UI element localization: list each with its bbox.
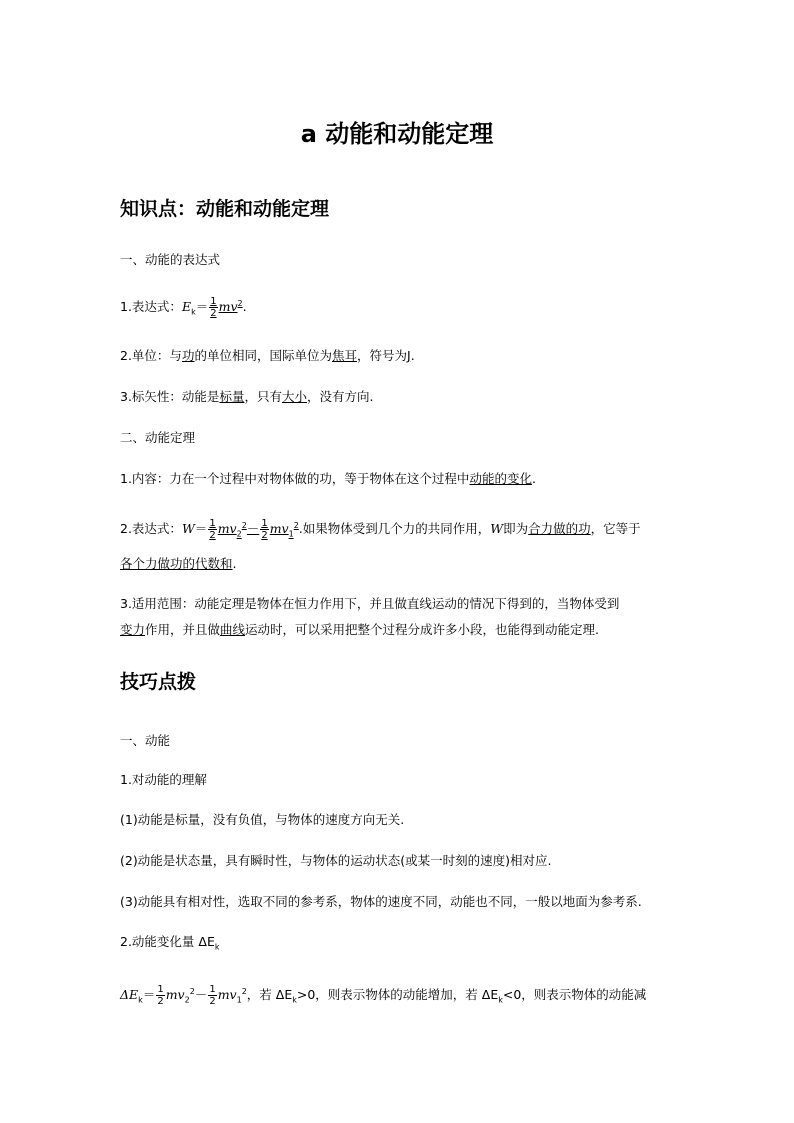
text: 2.动能变化量 ΔE: [120, 934, 215, 949]
fraction-denominator: 2: [210, 308, 217, 320]
text: >0，则表示物体的动能增加，若 ΔE: [296, 987, 499, 1003]
text: ，符号为: [356, 348, 407, 363]
underlined-text: 大小: [281, 389, 307, 404]
formula-sup: 2: [241, 521, 247, 530]
formula-sub: 2: [236, 529, 242, 539]
text: 的单位相同，国际单位为: [194, 348, 332, 363]
tip-part-heading: 一、动能: [120, 733, 171, 748]
item-label: 1.表达式：: [120, 299, 182, 315]
formula-fraction: [260, 518, 268, 541]
section-heading-knowledge: 知识点：动能和动能定理: [120, 198, 330, 220]
text: ，只有: [244, 389, 282, 404]
fraction-denominator: 2: [261, 530, 268, 542]
formula-mv1: mv: [269, 521, 289, 537]
text: ，它等于: [590, 521, 641, 537]
formula-fraction: [156, 984, 164, 1007]
text: 2.单位：与: [120, 348, 182, 363]
fraction-denominator: 2: [157, 996, 164, 1008]
text: 运动时，可以采用把整个过程分成许多小段，也能得到动能定理.: [245, 622, 600, 637]
item-unit: [120, 348, 415, 364]
theorem-scope-line1: 3.适用范围：动能定理是物体在恒力作用下，并且做直线运动的情况下得到的，当物体受到: [120, 596, 620, 611]
formula-eq: ＝: [195, 299, 209, 315]
formula-w: W: [181, 521, 195, 537]
subscript: k: [292, 995, 297, 1005]
tip-item-delta: [120, 934, 220, 956]
subscript: 1: [236, 995, 242, 1005]
fraction-numerator: 1: [209, 518, 216, 530]
fraction-denominator: 2: [209, 530, 216, 542]
underlined-text: 曲线: [220, 622, 246, 637]
underlined-text: 动能的变化: [469, 471, 532, 486]
section-heading-tips: 技巧点拨: [120, 671, 197, 693]
formula-minus: －: [246, 521, 260, 537]
fraction-numerator: 1: [261, 518, 268, 530]
superscript: 2: [241, 987, 247, 996]
text: <0，则表示物体的动能减: [502, 987, 647, 1003]
formula-w: W: [490, 521, 504, 537]
formula-minus: －: [194, 987, 208, 1003]
formula-ek-sub: k: [191, 307, 196, 317]
subscript: k: [214, 942, 220, 952]
theorem-expression-line2: [120, 556, 237, 572]
item-end: .: [242, 299, 247, 315]
text: .: [232, 556, 237, 571]
underlined-text: 变力: [120, 622, 146, 637]
text: .: [410, 348, 415, 363]
text: 作用，并且做: [145, 622, 221, 637]
tip-paragraph-1: (1)动能是标量，没有负值，与物体的速度方向无关.: [120, 812, 405, 827]
part-heading-theorem: 二、动能定理: [120, 430, 196, 445]
formula-fraction: [209, 296, 217, 319]
formula-mv1: mv: [217, 987, 237, 1003]
fraction-numerator: 1: [209, 984, 216, 996]
fraction-numerator: 1: [157, 984, 164, 996]
text: ，若 ΔE: [246, 987, 293, 1003]
underlined-text: 焦耳: [331, 348, 357, 363]
formula-mv2: mv: [165, 987, 185, 1003]
tip-paragraph-2: (2)动能是状态量，具有瞬时性，与物体的运动状态(或某一时刻的速度)相对应.: [120, 853, 552, 868]
delta-formula-line: [120, 984, 646, 1009]
formula-mv: mv: [218, 299, 238, 315]
formula-eq: ＝: [142, 987, 156, 1003]
fraction-numerator: 1: [210, 296, 217, 308]
underlined-text: J: [407, 348, 411, 363]
formula-sup: 2: [293, 521, 299, 530]
theorem-scope-line2: [120, 622, 599, 638]
item-expression: [120, 296, 247, 321]
tip-paragraph-3: (3)动能具有相对性，选取不同的参考系，物体的速度不同，动能也不同，一般以地面为参考系.: [120, 894, 642, 909]
underlined-text: 功: [181, 348, 195, 363]
formula-fraction: [208, 984, 216, 1007]
formula-fraction: [208, 518, 216, 541]
text: 1.内容：力在一个过程中对物体做的功，等于物体在这个过程中: [120, 471, 470, 486]
formula-delta-ek: ΔE: [120, 987, 139, 1003]
document-title: a 动能和动能定理: [300, 120, 494, 148]
item-scalar: [120, 389, 373, 405]
subscript: k: [138, 995, 143, 1005]
text: ，没有方向.: [306, 389, 374, 404]
formula-mv-sup: 2: [237, 299, 243, 308]
theorem-content: [120, 471, 536, 487]
fraction-denominator: 2: [209, 996, 216, 1008]
formula-ek: E: [181, 299, 192, 315]
text: 2.表达式：: [120, 521, 182, 537]
text: .: [531, 471, 536, 486]
underlined-text: 合力做的功: [528, 521, 591, 537]
text: 3.标矢性：动能是: [120, 389, 220, 404]
part-heading-expression: 一、动能的表达式: [120, 252, 221, 267]
text: .如果物体受到几个力的共同作用，: [298, 521, 491, 537]
theorem-expression: [120, 518, 641, 543]
text: 即为: [503, 521, 529, 537]
formula-sub: 1: [288, 529, 294, 539]
superscript: 2: [189, 987, 195, 996]
underlined-text: 标量: [219, 389, 245, 404]
underlined-text: 各个力做功的代数和: [120, 556, 233, 571]
subscript: 2: [184, 995, 190, 1005]
tip-item-understanding: 1.对动能的理解: [120, 772, 207, 787]
formula-eq: ＝: [194, 521, 208, 537]
subscript: k: [498, 995, 503, 1005]
formula-mv2: mv: [217, 521, 237, 537]
